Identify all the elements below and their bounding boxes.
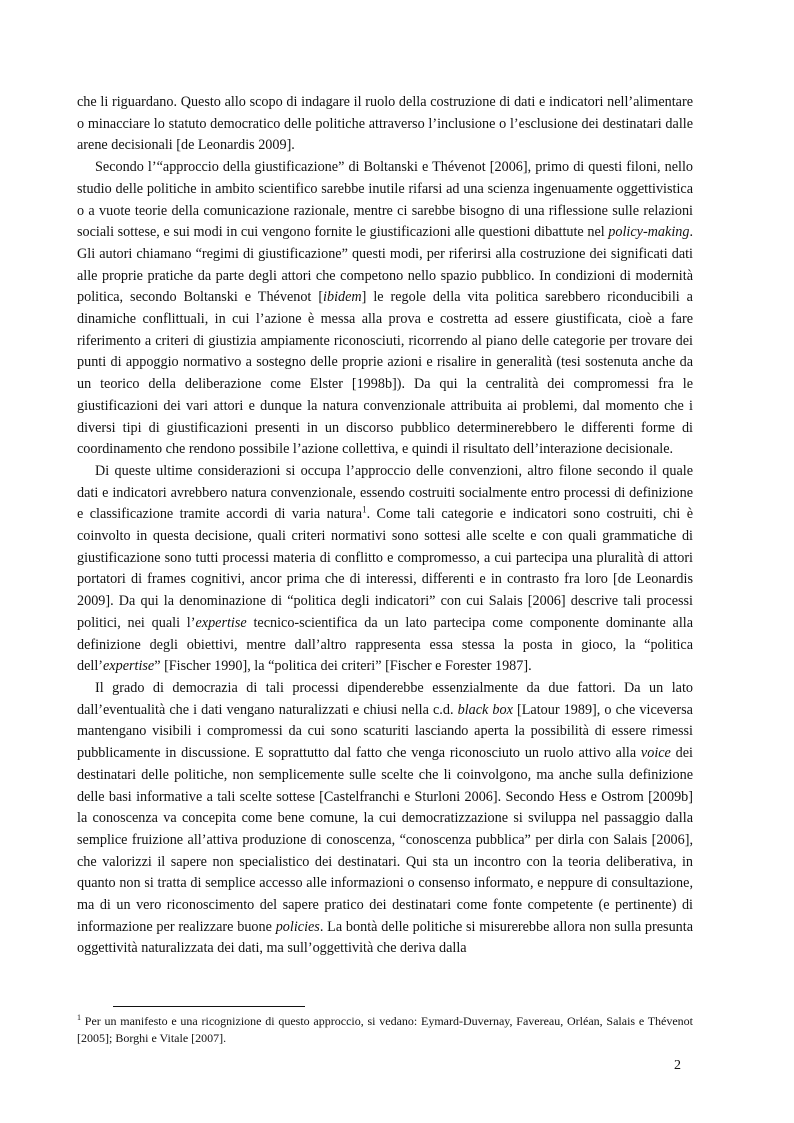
- footnote-separator: [113, 1006, 305, 1007]
- footnote-marker: 1: [77, 1013, 81, 1022]
- paragraph: [77, 678, 693, 960]
- page-body: [77, 92, 693, 960]
- text-run: tecnico-scientifica da un lato partecipa come componente dominante alla definizione degli obiettivi, mentre dall’altro rappresenta essa stessa la posta in gioco, la “politica dell’: [77, 614, 693, 675]
- text-run: Di queste ultime considerazioni si occupa l’approccio delle convenzioni, altro filone secondo il quale dati e indicatori avrebbero natura convenzionale, essendo costruiti socialmente entro processi di definizione e classificazione tramite accordi di varia natura: [77, 462, 693, 523]
- text-run: . Come tali categorie e indicatori sono costruiti, chi è coinvolto in questa decisione, quali criteri normativi sono sottesi alle scelte e con quali grammatiche di giustificazione sono tutti processi materia di conflitto e compromesso, a cui partecipa una pluralità di attori portatori di frames cognitivi, ancor prima che di interessi, differenti e in contrasto fra loro [de Leonardis 2009]. Da qui la denominazione di “politica degli indicatori” con cui Salais [2006] descrive tali processi politici, nei quali l’: [77, 506, 693, 631]
- italic-term: ibidem: [323, 289, 362, 306]
- italic-term: expertise: [195, 614, 247, 631]
- page-number: 2: [674, 1058, 681, 1073]
- footnote: [77, 1013, 693, 1047]
- text-run: Il grado di democrazia di tali processi dipenderebbe essenzialmente da due fattori. Da un lato dall’eventualità che i dati vengano naturalizzati e chiusi nella c.d.: [77, 679, 693, 718]
- paragraph: [77, 157, 693, 461]
- text-run: [Latour 1989], o che viceversa mantengano visibili i compromessi da cui sono scaturiti lasciando aperta la possibilità di essere rimessi pubblicamente in discussione. E soprattutto dal fatto che venga riconosciuto un ruolo attivo alla: [77, 701, 693, 762]
- text-run: Secondo l’“approccio della giustificazione” di Boltanski e Thévenot [2006], primo di questi filoni, nello studio delle politiche in ambito scientifico sarebbe inutile rifarsi ad una scienza ingenuamente oggettivistica o a vuote teorie della comunicazione razionale, mentre ci sarebbe bisogno di una riflessione sulle relazioni sociali sottese, e sui modi in cui vengono fornite le giustificazioni alle questioni dibattute nel: [77, 159, 693, 241]
- footnote-text: Per un manifesto e una ricognizione di questo approccio, si vedano: Eymard-Duvernay, Favereau, Orléan, Salais e Thévenot [2005]; Borghi e Vitale [2007].: [77, 1014, 694, 1045]
- text-run: ] le regole della vita politica sarebbero riconducibili a dinamiche conflittuali, in cui l’azione è messa alla prova e costretta ad essere giustificata, cioè a fare riferimento a criteri di giustizia ampiamente riconosciuti, ricorrendo al piano delle categorie per trovare dei punti di appoggio normativo a sostegno delle proprie azioni e risalire in generalità (tesi sostenuta anche da un teorico della deliberazione come Elster [1998b]). Da qui la centralità dei compromessi fra le giustificazioni dei vari attori e dunque la natura convenzionale attribuita ai problemi, dal momento che i diversi tipi di giustificazioni presenti in un discorso pubblico determinerebbero le differenti forme di coordinamento che rendono possibile l’azione collettiva, e quindi il risultato dell’interazione decisionale.: [77, 289, 693, 458]
- text-run: . La bontà delle politiche si misurerebbe allora non sulla presunta oggettività naturalizzata dei dati, ma sull’oggettività che deriva dalla: [77, 918, 693, 957]
- text-run: . Gli autori chiamano “regimi di giustificazione” questi modi, per riferirsi alla costruzione dei significati dati alle proprie pratiche da parte degli attori che competono nello spazio pubblico. In condizioni di modernità politica, secondo Boltanski e Thévenot [: [77, 224, 693, 306]
- footnote-reference: 1: [362, 504, 367, 515]
- body-text: [77, 92, 693, 960]
- text-run: dei destinatari delle politiche, non semplicemente sulle scelte che li coinvolgono, ma anche sulla definizione delle basi informative a tali scelte sottese [Castelfranchi e Sturloni 2006]. Secondo Hess e Ostrom [2009b] la conoscenza va concepita come bene comune, la cui democratizzazione si sviluppa nel passaggio dalla semplice fruizione all’attiva produzione di conoscenza, “conoscenza pubblica” per dirla con Salais [2006], che valorizzi il sapere non specialistico dei destinatari. Qui sta un incontro con la teoria deliberativa, in quanto non si tratta di semplice accesso alle informazioni o consenso informato, e neppure di consultazione, ma di un vero riconoscimento del sapere pratico dei destinatari come fonte competente (e pertinente) di informazione per realizzare buone: [77, 745, 693, 935]
- text-run: ” [Fischer 1990], la “politica dei criteri” [Fischer e Forester 1987].: [154, 658, 532, 675]
- italic-term: black box: [457, 701, 513, 718]
- italic-term: policies: [275, 918, 320, 935]
- italic-term: expertise: [103, 658, 155, 675]
- paragraph: [77, 461, 693, 678]
- text-run: che li riguardano. Questo allo scopo di indagare il ruolo della costruzione di dati e indicatori nell’alimentare o minacciare lo statuto democratico delle politiche attraverso l’inclusione o l’esclusione dei destinatari dalle arene decisionali [de Leonardis 2009].: [77, 94, 693, 154]
- italic-term: voice: [640, 745, 671, 762]
- paragraph: [77, 92, 693, 157]
- italic-term: policy-making: [608, 224, 690, 241]
